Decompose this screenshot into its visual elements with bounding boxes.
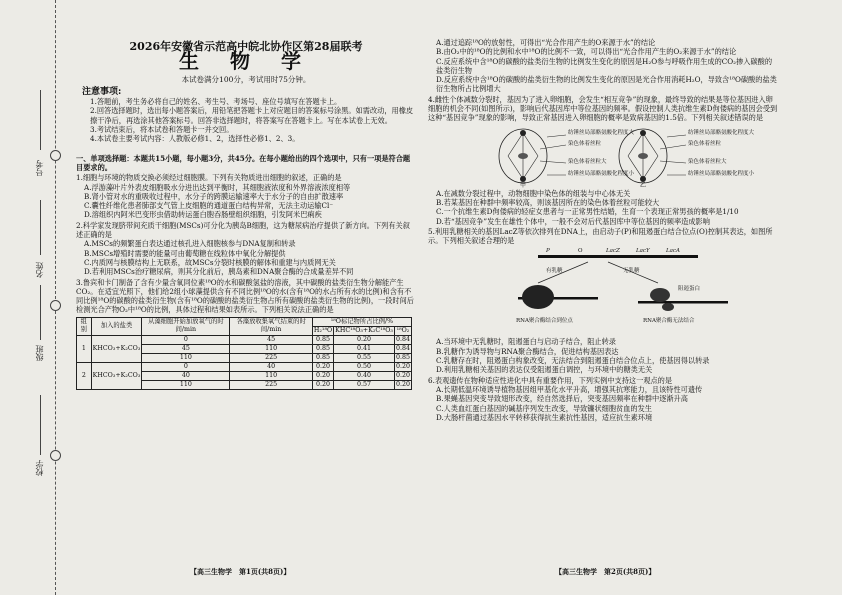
- right-column: [428, 38, 778, 422]
- figure-tag: 乙: [640, 181, 647, 189]
- table-cell: 0.20: [395, 380, 410, 388]
- table-cell: 0.20: [395, 371, 410, 379]
- diagram-label-lacy: LacY: [636, 248, 650, 255]
- label-exam-number: 号考: [35, 160, 44, 176]
- table-cell: 0.50: [334, 362, 395, 371]
- exam-title: 2026年安徽省示范高中皖北协作区第28届联考: [129, 40, 363, 53]
- table-cell: 0.20: [312, 362, 333, 371]
- table-cell: 1: [77, 335, 92, 362]
- q6-option-b: B.果蝇基因突变导致翅形改变，经自然选择后，突变基因频率在种群中逐渐升高: [436, 394, 688, 404]
- table-subheader: ¹⁸O₂: [394, 326, 411, 335]
- table-cell: 0.84: [395, 344, 410, 352]
- table-cell: 0.20: [334, 335, 395, 344]
- table-cell: 0.57: [334, 380, 395, 389]
- diagram-label: 无乳糖: [623, 268, 640, 275]
- table-cell: 225: [230, 380, 313, 389]
- diagram-label: 阻遏蛋白: [678, 286, 701, 293]
- table-header: ¹⁸O标记物所占比例/%: [312, 317, 411, 326]
- exam-number-line: [40, 90, 41, 150]
- label-school: 校学: [35, 460, 44, 476]
- question-5-stem: 5.利用乳糖相关的基因LacZ等依次排列在DNA上，由启动子(P)和阻遏蛋白结合位点(O)控制其表达，如图所示。下列相关叙述合理的是: [428, 226, 773, 246]
- table-cell: 0.55: [334, 353, 395, 362]
- q6-option-d: D.大肠杆菌通过基因水平转移获得抗生素抗性基因，适应抗生素环境: [436, 412, 653, 422]
- q6-option-a: A.长期低温环境诱导植物基因组甲基化水平升高，增强其抗寒能力，且该特性可遗传: [436, 384, 703, 394]
- diagram-label: 染色体着丝粒大: [568, 158, 607, 165]
- diagram-label: 纺锤丝局部酪氨酸化程度小: [568, 170, 635, 177]
- table-cell: 0: [142, 335, 230, 344]
- q3-option-b: B.由O₂中的¹⁸O的比例和水中¹⁸O的比例不一致，可以得出“光合作用产生的O₂来源于水”的结论: [436, 47, 737, 57]
- table-cell: 0.20: [312, 380, 333, 389]
- table-cell: 0.41: [334, 344, 395, 353]
- left-column: [76, 38, 416, 390]
- table-subheader: KHC¹⁸O₃+K₂C¹⁸O₃: [335, 326, 393, 334]
- q3-option-a: A.通过追踪¹⁸O的放射性，可得出“光合作用产生的O来源于水”的结论: [436, 38, 656, 47]
- label-name: 名姓: [35, 262, 44, 278]
- diagram-label: RNA聚合酶结合到位点: [516, 318, 573, 325]
- table-cell: 110: [230, 344, 313, 353]
- seal-line: [55, 0, 56, 595]
- diagram-label: 染色体着丝粒: [688, 140, 722, 147]
- table-cell: KHCO₃+K₂CO₃: [91, 362, 142, 389]
- table-cell: 0.20: [312, 371, 333, 380]
- table-cell: 110: [142, 353, 230, 362]
- table-cell: 0.84: [395, 335, 410, 343]
- q1-option-a: A.浮游藻叶片外表皮细胞吸水分进出达到平衡时，其细胞液浓度和外界溶液浓度相等: [84, 182, 351, 192]
- table-cell: 45: [142, 344, 230, 353]
- q1-option-d: D.溶组织内阿米巴变形虫借助转运蛋白胞吞肠壁组织细胞，引发阿米巴痢疾: [84, 210, 322, 220]
- table-cell: KHCO₃+K₂CO₃: [91, 335, 142, 362]
- diagram-label: 染色体着丝粒大: [688, 158, 727, 165]
- question-2-stem: 2.科学家发现脐带间充质干细胞(MSCs)可分化为胰岛B细胞，这为糖尿病治疗提供了新方向。下列有关叙述正确的是: [76, 220, 410, 240]
- table-row: [77, 362, 412, 371]
- note-item: 4.本试卷主要考试内容：人教版必修1、2，选择性必修1、2、3。: [90, 134, 300, 144]
- note-item: 2.回答选择题时，选出每小题答案后，用铅笔把答题卡上对应题目的答案标号涂黑。如需改动，用橡皮擦干净后，再选涂其他答案标号。回答非选择题时，将答案写在答题卡上。写在本试卷上无效。: [90, 106, 414, 125]
- table-cell: 110: [142, 380, 230, 389]
- table-cell: 0.85: [395, 353, 410, 361]
- table-header: 加入的盐类: [91, 317, 142, 335]
- notes-heading: 注意事项:: [82, 86, 122, 97]
- q5-option-a: A.当环境中无乳糖时，阻遏蛋白与启动子结合，阻止转录: [436, 337, 616, 347]
- section-heading: 一、单项选择题：本题共15小题，每小题3分，共45分。在每小题给出的四个选项中，只有一项是符合题目要求的。: [76, 153, 411, 172]
- note-item: 1.答题前，考生务必将自己的姓名、考生号、考场号、座位号填写在答题卡上。: [90, 97, 342, 107]
- table-cell: 45: [230, 335, 313, 344]
- question-3-stem: 3.鲁宾和卡门制备了含有少量含氧同位素¹⁸O的水和碳酸氢盐的溶液，其中碳酸的盐类衍生物分解能产生CO₂。在适宜光照下，他们给2组小球藻提供含有不同比例¹⁸O的水(含有¹⁸O的水占所有水的比例)和含有不同比例¹⁸O的碳酸的盐类衍生物(含有¹⁸O的碳酸的盐类衍生物占所有碳酸的盐类衍生物的比例)，一段时间后检测光合产物O₂中¹⁸O的比例，具体过程和结果如表所示。下列相关说法正确的是: [76, 277, 414, 315]
- name-line: [40, 200, 41, 255]
- diagram-label: 纺锤丝局部酪氨酸化程度大: [568, 129, 635, 136]
- binding-margin: [0, 0, 70, 595]
- q4-option-c: C.一个抗维生素D佝偻病的轻症女患者与一正常男性结婚，生育一个表现正常男孩的概率是1/10: [436, 207, 739, 217]
- diagram-label: 纺锤丝局部酪氨酸化程度大: [688, 129, 755, 136]
- table-cell: 110: [230, 371, 313, 380]
- table-row: [77, 335, 412, 344]
- question-1-stem: 1.细胞与环境的物质交换必须经过细胞膜。下列有关物质进出细胞的叙述，正确的是: [76, 173, 342, 183]
- operon-figure: [428, 247, 778, 335]
- table-header: 从藻细胞开始加放氧气的时间/min: [142, 317, 230, 335]
- q3-data-table: [76, 317, 412, 390]
- q2-option-b: B.MSCs增殖时需要的能量可由葡萄糖在线粒体中氧化分解提供: [84, 248, 286, 258]
- class-line: [40, 285, 41, 340]
- page-footer-left: 【高三生物学 第1页(共8页)】: [190, 567, 291, 576]
- table-cell: 0.85: [312, 344, 333, 353]
- q5-option-d: D.利用乳糖相关基因的表达仅受阻遏蛋白调控，与环境中的糖类无关: [436, 365, 653, 375]
- table-cell: 0: [142, 362, 230, 371]
- exam-info: 本试卷满分100分，考试用时75分钟。: [181, 74, 311, 84]
- q5-option-c: C.乳糖存在时，阻遏蛋白构象改变，无法结合到阻遏蛋白结合位点上，使基因得以转录: [436, 356, 710, 366]
- q2-option-d: D.若利用MSCs治疗糖尿病，则其分化前后，胰岛素和DNA聚合酶的合成量差异不同: [84, 267, 354, 277]
- table-cell: 0.20: [395, 362, 410, 370]
- question-4-stem: 4.雌性个体减数分裂时，基因为了进入卵细胞，会发生“相互竞争”的现象，最终导致的结果是等位基因进入卵细胞的机会不同(如图所示)，影响后代基因库中等位基因的频率。假设控制人类抗维生素D佝偻病的基因会受到这种“基因竞争”现象的影响，导致正常基因进入卵细胞的概率是致病基因的1.5倍。下列相关叙述错误的是: [428, 94, 778, 123]
- table-cell: 40: [142, 371, 230, 380]
- table-header: 组别: [77, 317, 92, 335]
- figure-tag: 甲: [520, 181, 527, 189]
- q6-option-c: C.人类血红蛋白基因的碱基序列发生改变，导致镰状细胞贫血的发生: [436, 403, 652, 413]
- question-6-stem: 6.表观遗传在物种适应性进化中具有重要作用，下列实例中支持这一观点的是: [428, 375, 673, 385]
- binding-hole-icon: [50, 450, 61, 461]
- subject-title: 生 物 学: [179, 49, 313, 74]
- diagram-label: 染色体着丝粒: [568, 140, 602, 147]
- q1-option-b: B.肾小管对水的重吸收过程中，水分子的跨膜运输速率大于水分子的自由扩散速率: [84, 191, 344, 201]
- binding-hole-icon: [50, 300, 61, 311]
- diagram-label-laca: LacA: [666, 248, 680, 255]
- diagram-label-lacz: LacZ: [606, 248, 620, 255]
- q5-option-b: B.乳糖作为诱导物与RNA聚合酶结合，促进结构基因表达: [436, 346, 619, 356]
- table-subheader: H₂¹⁸O: [313, 326, 333, 334]
- note-item: 3.考试结束后，将本试卷和答题卡一并交回。: [90, 125, 234, 135]
- diagram-label-o: O: [578, 248, 583, 255]
- page-footer-right: 【高三生物学 第2页(共8页)】: [555, 567, 656, 576]
- diagram-label: RNA聚合酶无法结合: [643, 318, 695, 325]
- diagram-label: 有乳糖: [546, 268, 563, 275]
- q4-option-b: B.若某基因在种群中频率较高，则该基因所在的染色体着丝粒可能较大: [436, 197, 660, 207]
- q2-option-c: C.内质网与核膜结构上无联系，故MSCs分裂时核膜的解体和重建与内质网无关: [84, 257, 336, 267]
- table-cell: 0.85: [312, 353, 333, 362]
- table-cell: 0.40: [334, 371, 395, 380]
- table-cell: 40: [230, 362, 313, 371]
- label-class: 级班: [35, 345, 44, 361]
- q4-spindle-diagram: [428, 125, 778, 187]
- table-cell: 225: [230, 353, 313, 362]
- q1-option-c: C.囊性纤维化患者肺部支气管上皮细胞的通道蛋白结构异常，无法主动运输Cl⁻: [84, 201, 334, 211]
- table-cell: 0.85: [312, 335, 333, 344]
- diagram-label: 纺锤丝局部酪氨酸化程度小: [688, 170, 755, 177]
- q5-lac-operon-diagram: [428, 247, 778, 335]
- binding-hole-icon: [50, 150, 61, 161]
- school-line: [40, 395, 41, 455]
- q4-option-d: D.若“基因竞争”发生在雄性个体中，一般不会对后代基因库中等位基因的频率造成影响: [436, 216, 710, 226]
- q4-option-a: A.在减数分裂过程中，动物细胞中染色体的组装与中心体无关: [436, 188, 631, 198]
- diagram-label-p: P: [546, 248, 550, 255]
- table-header: 各藻放收集氧气结束的时间/min: [230, 317, 313, 335]
- q3-option-c: C.反应系统中含¹⁸O的碳酸的盐类衍生物的比例发生变化的原因是H₂O参与呼吸作用生成的CO₂掺入碳酸的盐类衍生物: [436, 56, 773, 75]
- q2-option-a: A.MSCs的频繁蛋白表达通过核孔进入细胞核参与DNA复制和转录: [84, 239, 296, 249]
- q3-option-d: D.反应系统中含¹⁸O的碳酸的盐类衍生物的比例发生变化的原因是光合作用消耗H₂O，导致含¹⁸O碳酸的盐类衍生物所占比例增大: [436, 75, 777, 94]
- table-cell: 2: [77, 362, 92, 389]
